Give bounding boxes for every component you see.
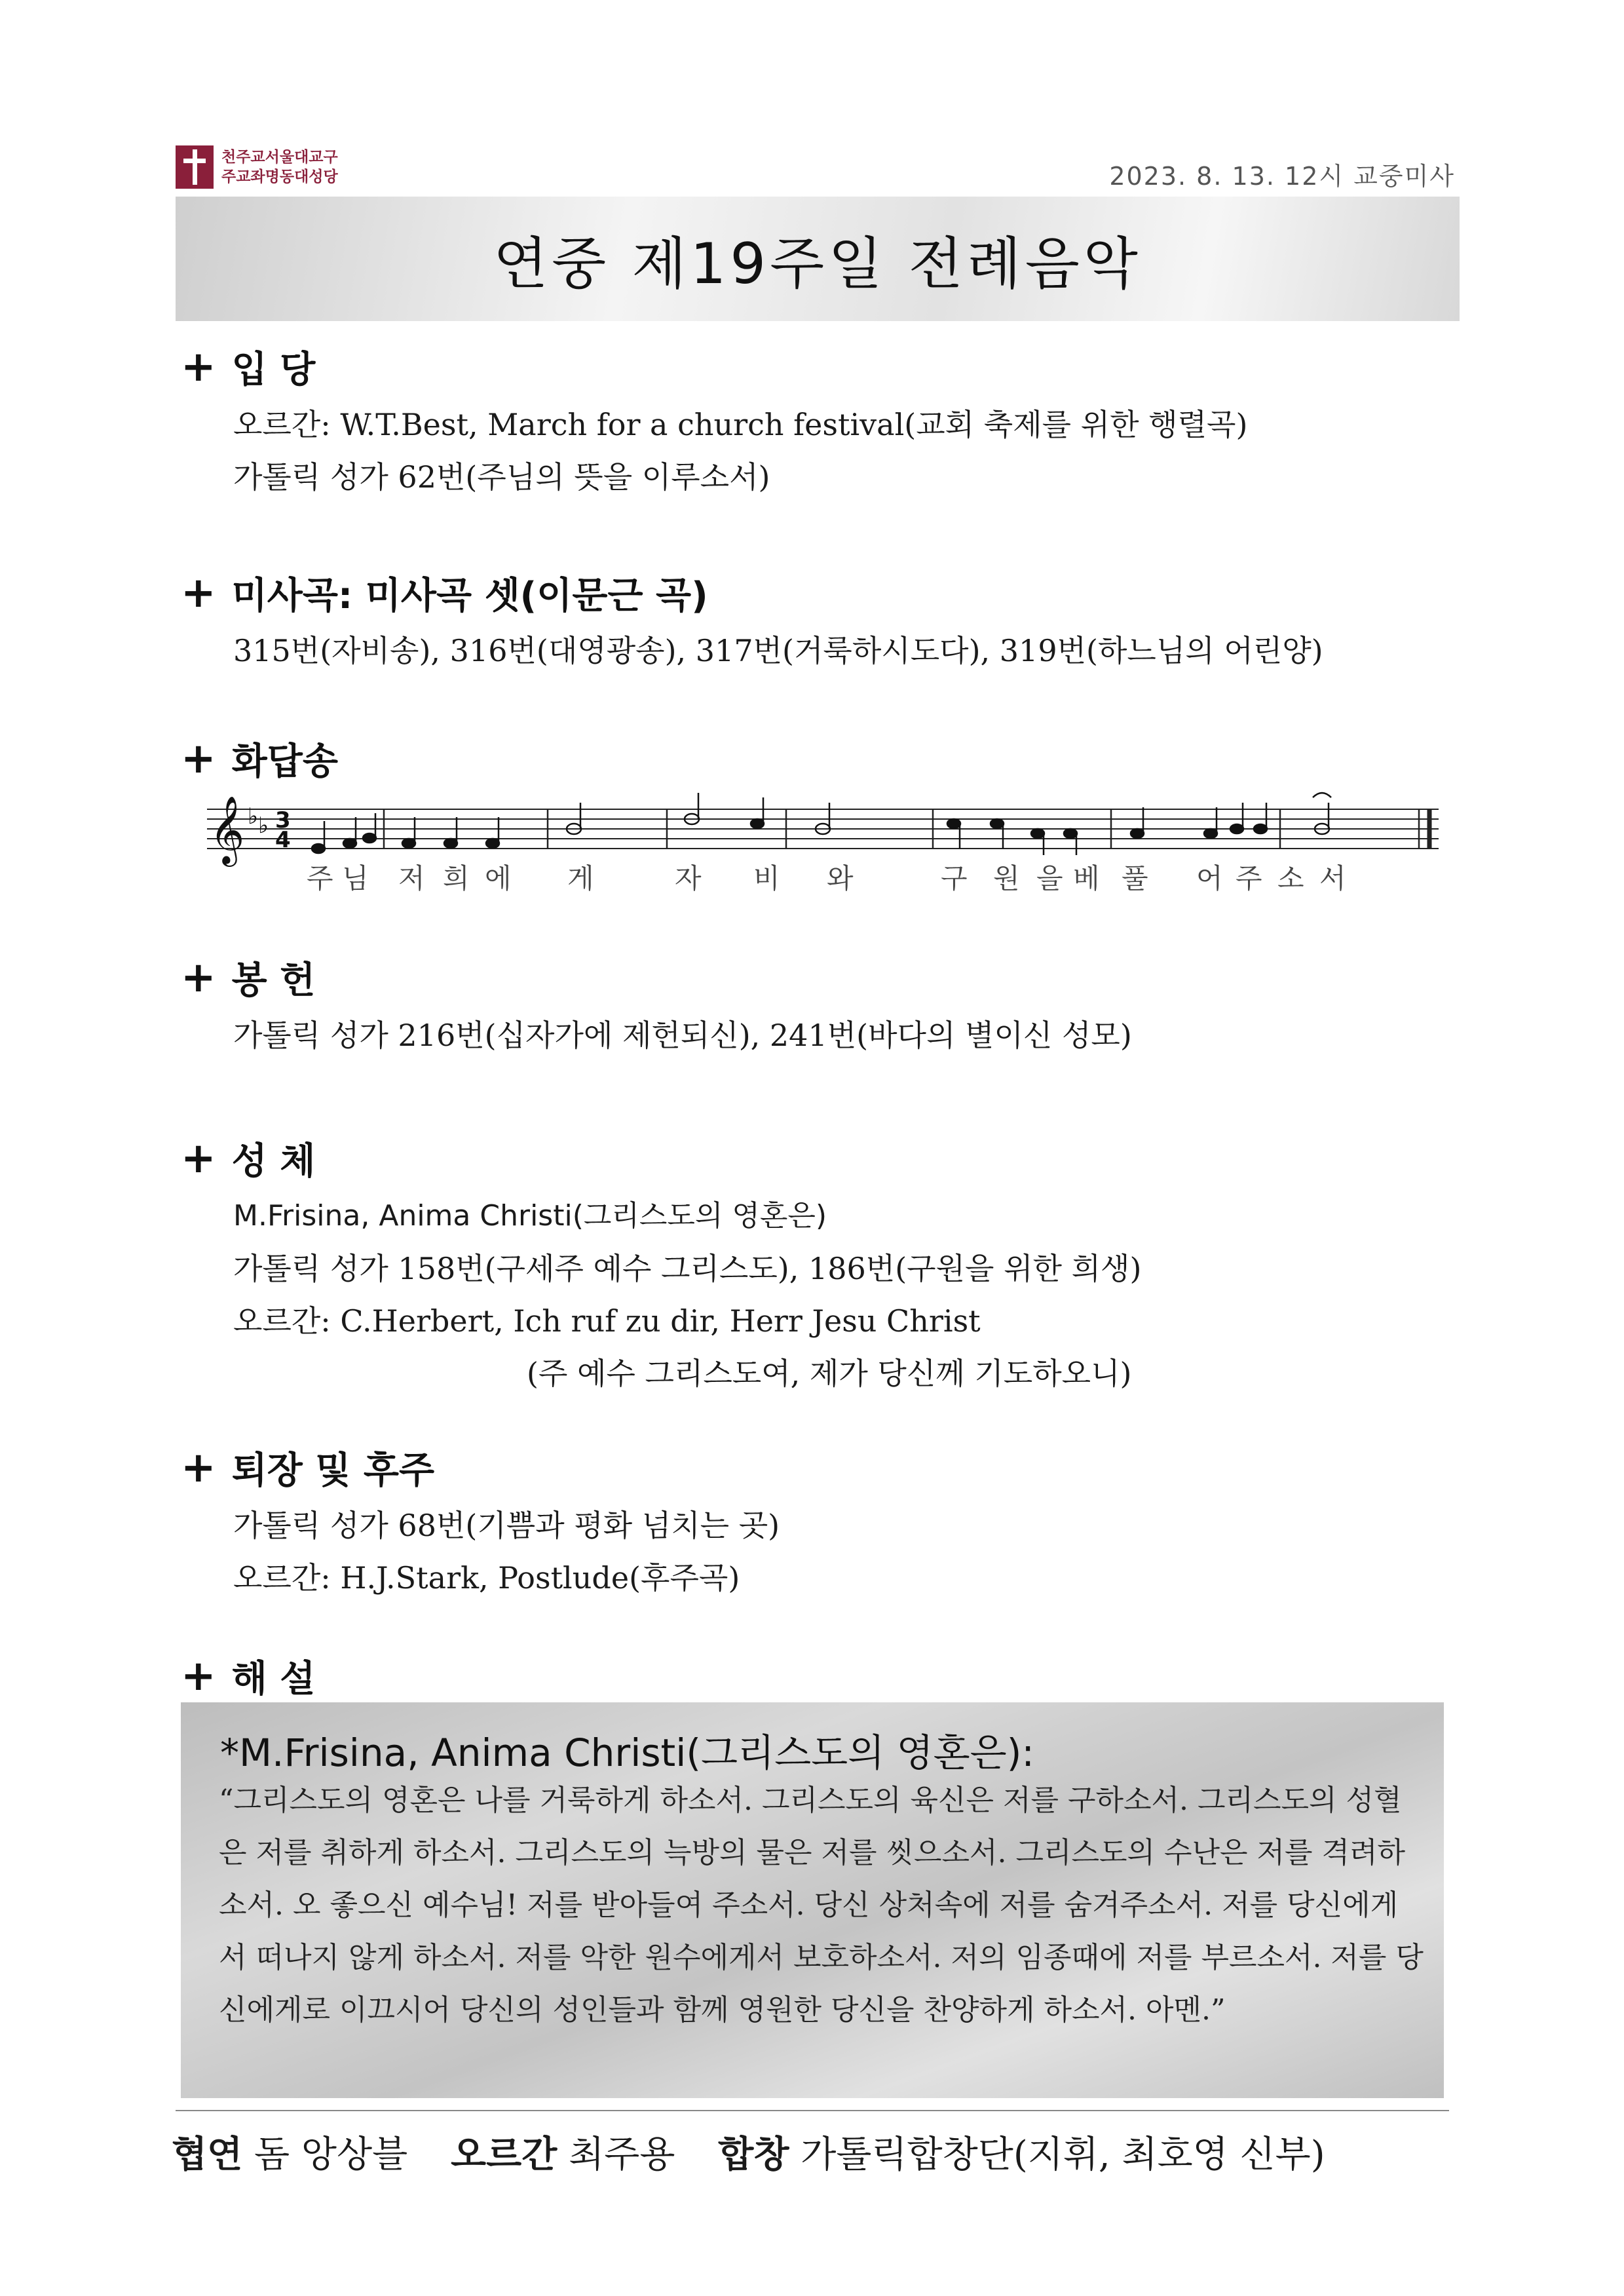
ensemble-value: 돔 앙상블 <box>254 2133 408 2176</box>
psalm-lyric: 서 <box>1319 862 1346 894</box>
treble-clef-icon: 𝄞 <box>210 795 245 864</box>
section-offertory <box>181 951 1132 1062</box>
psalm-lyric: 원 <box>993 862 1020 894</box>
commentary-text: “그리스도의 영혼은 나를 거룩하게 하소서. 그리스도의 육신은 저를 구하소서. 그리스도의 성혈은 저를 취하게 하소서. 그리스도의 늑방의 물은 저를 씻으소서. 그리스도의 수난은 저를 격려하소서. 오 좋으신 예수님! 저를 받아들여 주소서. 당신 상처속에 저를 숨겨주소서. 저를 당신에게서 떠나지 않게 하소서. 저를 악한 원수에게서 보호하소서. 저의 임종때에 저를 부르소서. 저를 당신에게로 이끄시어 당신의 성인들과 함께 영원한 당신을 찬양하게 하소서. 아멘.” <box>219 1784 1424 2027</box>
psalm-lyric: 풀 <box>1122 862 1148 894</box>
section-mass <box>181 567 1323 677</box>
section-heading: 미사곡: 미사곡 셋(이문근 곡) <box>231 575 708 617</box>
performers-footer <box>172 2126 1325 2178</box>
psalm-lyric: 구 <box>941 862 968 894</box>
section-heading: 입 당 <box>231 349 316 391</box>
communion-line-3: 오르간: C.Herbert, Ich ruf zu dir, Herr Jesu Christ <box>233 1303 981 1339</box>
service-date: 2023. 8. 13. 12시 교중미사 <box>1109 162 1455 191</box>
psalm-lyric: 소 <box>1277 862 1304 894</box>
time-signature-bottom: 4 <box>275 827 291 853</box>
offertory-line-1: 가톨릭 성가 216번(십자가에 제헌되신), 241번(바다의 별이신 성모) <box>233 1018 1132 1053</box>
choir-value: 가톨릭합창단(지휘, 최호영 신부) <box>801 2133 1325 2176</box>
mass-line-1: 315번(자비송), 316번(대영광송), 317번(거룩하시도다), 319번(하느님의 어린양) <box>233 633 1323 668</box>
psalm-lyric: 희 <box>443 862 470 894</box>
psalm-lyric: 자 <box>675 862 702 894</box>
section-heading: 화답송 <box>231 740 338 783</box>
section-commentary <box>181 1650 315 1702</box>
entrance-line-1: 오르간: W.T.Best, March for a church festival(교회 축제를 위한 행렬곡) <box>233 407 1248 442</box>
cross-logo-icon <box>176 145 214 189</box>
plus-icon: + <box>181 1444 216 1492</box>
section-recessional <box>181 1442 780 1604</box>
recessional-line-1: 가톨릭 성가 68번(기쁨과 평화 넘치는 곳) <box>233 1508 780 1543</box>
psalm-lyric: 게 <box>567 862 594 894</box>
commentary-box <box>181 1702 1444 2098</box>
psalm-lyric: 에 <box>485 862 512 894</box>
section-psalm <box>181 733 338 785</box>
psalm-lyric: 주 <box>307 862 333 894</box>
section-heading: 성 체 <box>231 1140 316 1183</box>
psalm-lyric: 을 <box>1036 862 1063 894</box>
psalm-lyric: 님 <box>342 862 369 894</box>
section-heading: 해 설 <box>231 1658 316 1700</box>
section-communion <box>181 1132 1141 1400</box>
psalm-lyric: 저 <box>398 862 425 894</box>
section-heading: 봉 헌 <box>231 959 316 1002</box>
communion-line-4: (주 예수 그리스도여, 제가 당신께 기도하오니) <box>527 1356 1132 1391</box>
entrance-line-2: 가톨릭 성가 62번(주님의 뜻을 이루소서) <box>233 459 770 495</box>
footer-divider <box>176 2110 1449 2111</box>
plus-icon: + <box>181 343 216 391</box>
plus-icon: + <box>181 1652 216 1700</box>
section-entrance <box>181 341 1247 503</box>
key-flat-icon: ♭ <box>258 813 269 839</box>
choir-label: 합창 <box>718 2133 789 2176</box>
commentary-title: *M.Frisina, Anima Christi(그리스도의 영혼은): <box>220 1731 1034 1775</box>
communion-line-1: M.Frisina, Anima Christi(그리스도의 영혼은) <box>233 1199 827 1233</box>
psalm-lyric: 주 <box>1236 862 1262 894</box>
fermata-icon <box>1313 793 1331 797</box>
communion-line-2: 가톨릭 성가 158번(구세주 예수 그리스도), 186번(구원을 위한 희생) <box>233 1251 1142 1286</box>
logo-line-2: 주교좌명동대성당 <box>221 168 338 185</box>
psalm-lyric: 어 <box>1196 862 1223 894</box>
page-title: 연중 제19주일 전례음악 <box>493 231 1142 297</box>
recessional-line-2: 오르간: H.J.Stark, Postlude(후주곡) <box>233 1560 740 1596</box>
cathedral-logo <box>176 145 338 189</box>
plus-icon: + <box>181 735 216 783</box>
music-notes <box>312 793 1329 855</box>
psalm-lyric: 베 <box>1073 862 1100 894</box>
ensemble-label: 협연 <box>172 2133 243 2176</box>
organ-label: 오르간 <box>451 2133 557 2176</box>
psalm-lyric: 와 <box>827 862 854 894</box>
title-band <box>176 197 1460 321</box>
section-heading: 퇴장 및 후주 <box>231 1449 435 1492</box>
logo-line-1: 천주교서울대교구 <box>221 149 338 166</box>
psalm-lyric: 비 <box>753 862 780 894</box>
plus-icon: + <box>181 953 216 1002</box>
plus-icon: + <box>181 569 216 617</box>
organ-value: 최주용 <box>569 2133 675 2176</box>
time-signature-top: 3 <box>275 807 291 833</box>
key-flat-icon: ♭ <box>248 803 259 830</box>
plus-icon: + <box>181 1134 216 1183</box>
